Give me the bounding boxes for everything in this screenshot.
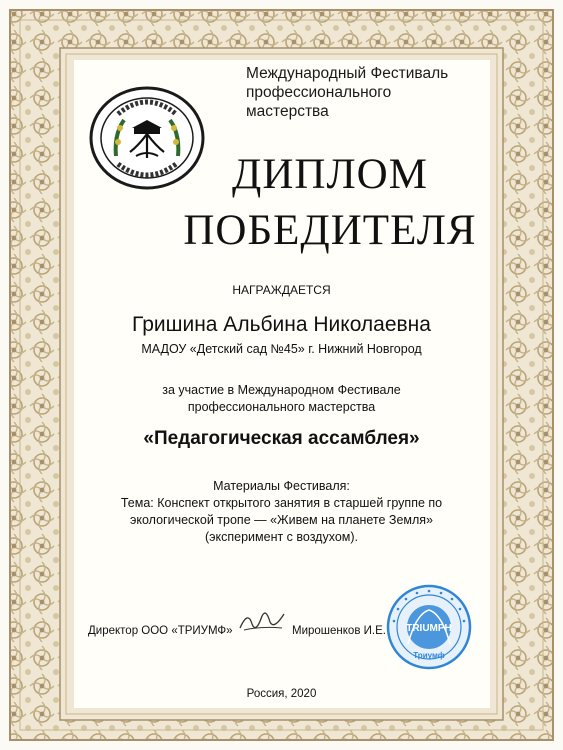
festival-heading-line3: мастерства [246,103,329,120]
festival-heading-line2: профессионального [246,84,392,101]
diploma-title-line1: ДИПЛОМ [232,151,428,198]
stamp-center-text: TRIUMPH [406,623,452,634]
contest-name: «Педагогическая ассамблея» [143,428,420,449]
participation-text [0,382,563,416]
participation-line2: профессионального мастерства [187,400,376,414]
festival-heading [246,64,486,121]
materials-line1: Тема: Конспект открытого занятия в старшей группе по [120,496,443,510]
director-label: Директор ООО «ТРИУМФ» [88,625,233,637]
materials-block [0,478,563,546]
materials-label: Материалы Фестиваля: [213,479,350,493]
awarded-label: НАГРАЖДАЕТСЯ [232,283,331,297]
diploma-title-line2: ПОБЕДИТЕЛЯ [183,207,477,254]
winner-name: Гришина Альбина Николаевна [132,313,431,336]
winner-organization: МАДОУ «Детский сад №45» г. Нижний Новгород [141,342,422,356]
director-signature [236,606,288,636]
footer-country-year: Россия, 2020 [246,688,317,700]
participation-line1: за участие в Международном Фестивале [162,383,401,397]
materials-line2: экологической тропе — «Живем на планете Земля» [129,513,433,527]
stamp-bottom-text: Триумф [413,651,445,660]
director-name: Мирошенков И.Е. [292,625,386,637]
materials-line3: (эксперимент с воздухом). [204,530,359,544]
triumph-stamp [386,584,472,670]
festival-heading-line1: Международный Фестиваль [246,65,449,82]
